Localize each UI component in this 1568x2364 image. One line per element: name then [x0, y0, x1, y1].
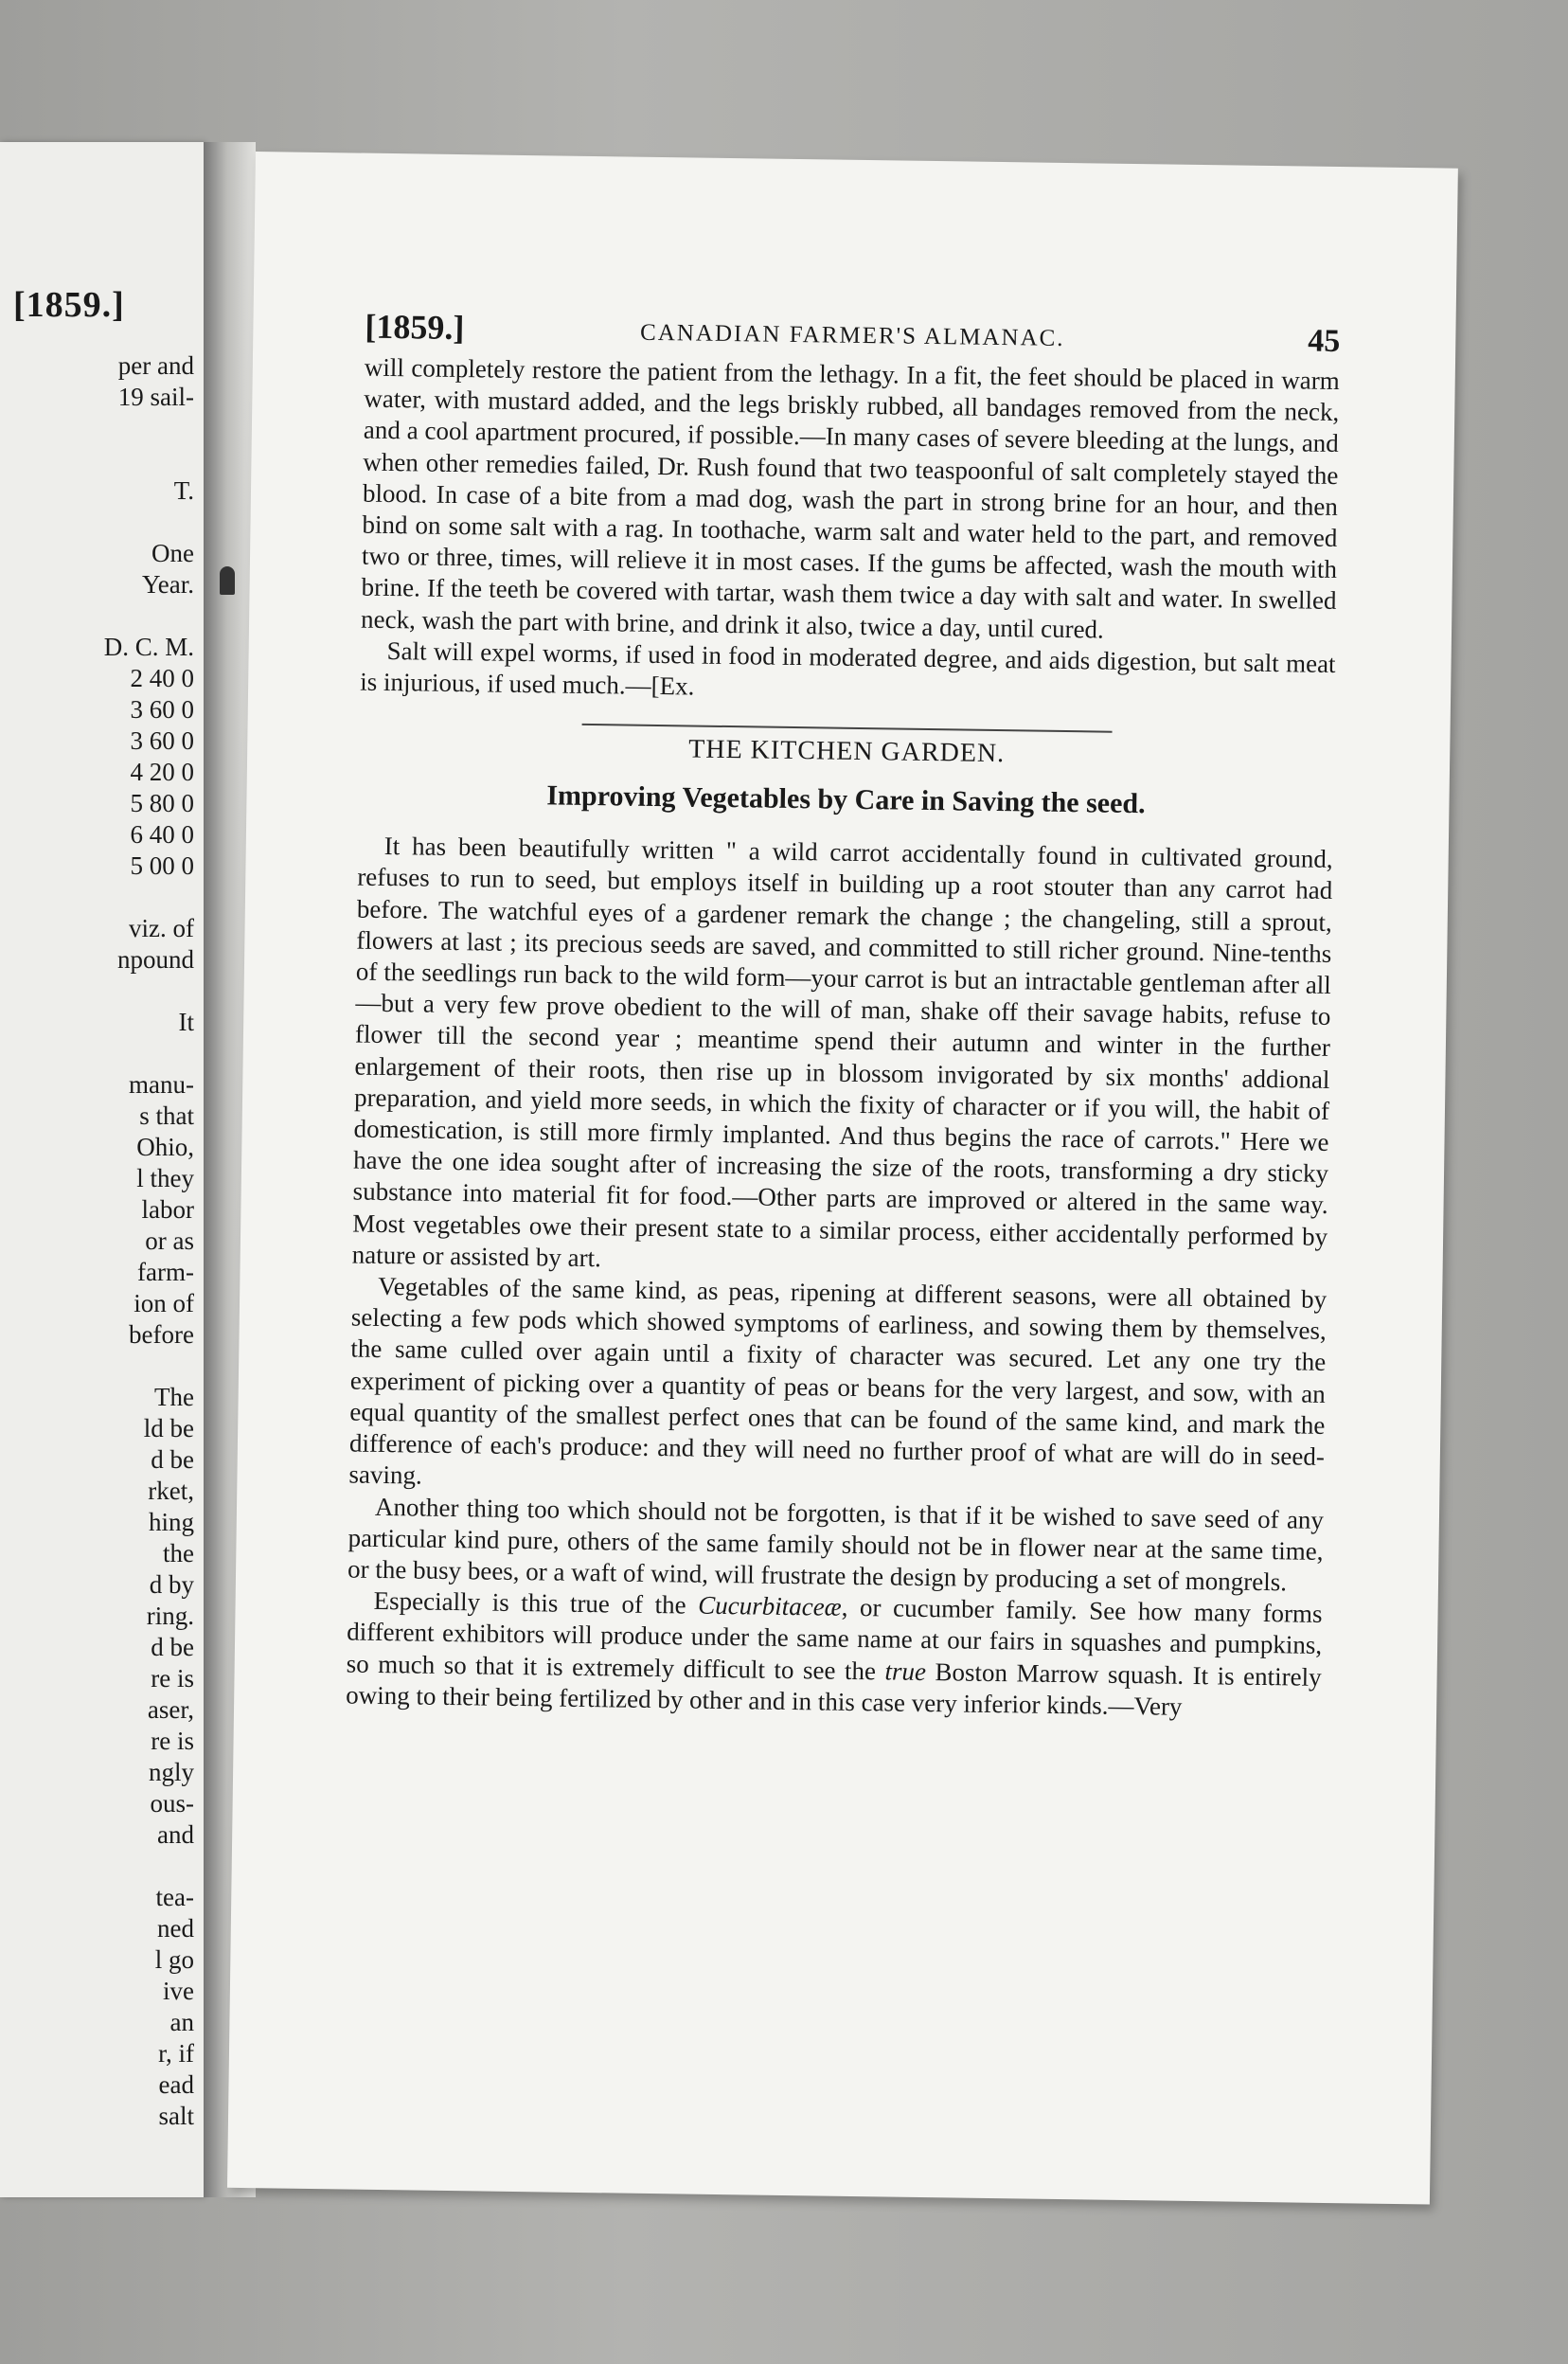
left-page-line: ead — [158, 2070, 194, 2099]
left-page-line: viz. of — [129, 914, 194, 942]
page-content — [346, 307, 1341, 1725]
left-page-line: 2 40 0 — [130, 664, 194, 692]
left-page-line: 3 60 0 — [130, 695, 194, 724]
left-page-line — [0, 1038, 194, 1069]
left-page-line: r, if — [158, 2039, 194, 2068]
left-page-text-fragments — [0, 350, 194, 2132]
body-paragraph: It has been beautifully written " a wild carrot accidentally found in cultivated ground, refuses to run to seed, but employs itself in building up a root stouter than any carrot had before. The watchful eyes of a gardener remark the change ; the changeling, still a sprout, flowers at last ; its precious seeds are saved, and committed to still richer ground. Nine-tenths of the seedlings run back to the wild form—your carrot is but an intractable gentleman after all—but a very few prove obedient to the will of man, shake off their savage habits, refuse to flower till the second year ; meantime spend their autumn and winter in the further enlargement of their roots, then rise up in blossom invigorated by six months' addional preparation, and yield more seeds, in which the fixity of character or if you will, the habit of domestication, is still more firmly implanted. And thus begins the race of carrots." Here we have the one idea sought after of increasing the size of the roots, transforming a dry sticky substance into material fit for food.—Other parts are improved or altered in the same way. Most vegetables owe their present state to a similar process, either accidentally performed by nature or assisted by art. — [351, 832, 1333, 1273]
left-page-line: tea- — [155, 1883, 194, 1911]
left-page-line: ring. — [146, 1602, 194, 1630]
left-page-line: hing — [148, 1508, 194, 1536]
left-page-line: 3 60 0 — [130, 726, 194, 755]
body-paragraph: Another thing too which should not be forgotten, is that if it be wished to save seed of any particular kind pure, others of the same family should not be in flower near at the same time, or the busy bees, or a waft of wind, will frustrate the design by producing a set of mongrels. — [347, 1492, 1325, 1597]
left-page-line: or as — [145, 1227, 194, 1255]
body-paragraph: Vegetables of the same kind, as peas, ripening at different seasons, were all obtained by selecting a few pods which showed symptoms of earliness, and sowing them by themselves, the same culled over again until a fixity of character was secured. Let any one try the experiment of picking over a quantity of peas or beans for the very largest, and sow, with an equal quantity of the smallest perfect ones that can be found of the same kind, and mark the difference of each's produce: and they will need no further proof of what are will do in seed-saving. — [348, 1272, 1327, 1490]
left-page-line: ive — [163, 1977, 194, 2005]
left-page-line: 6 40 0 — [130, 820, 194, 849]
left-page-line — [0, 1351, 194, 1382]
left-page-line: l go — [154, 1945, 194, 1974]
left-page-line: ned — [157, 1914, 194, 1943]
left-page-line: ld be — [143, 1414, 194, 1442]
left-page-line: 5 80 0 — [130, 789, 194, 817]
page-marker — [220, 566, 235, 595]
family-name: Cucurbitaceæ — [698, 1590, 842, 1621]
left-page-line: re is — [151, 1664, 194, 1692]
left-page-line — [0, 444, 194, 475]
left-page-line — [0, 1851, 194, 1882]
intro-paragraph: Salt will expel worms, if used in food in moderated degree, and aids digestion, but salt meat is injurious, if used much.—[Ex. — [359, 636, 1336, 701]
left-page — [0, 142, 204, 2197]
left-page-line: ion of — [134, 1289, 194, 1317]
left-page-line: 19 sail- — [117, 383, 194, 411]
left-page-line: npound — [117, 945, 194, 974]
left-page-line: It — [178, 1008, 194, 1036]
left-page-line: s that — [139, 1101, 194, 1130]
left-page-line — [0, 976, 194, 1007]
body-paragraph-cucurbitaceae — [346, 1585, 1323, 1725]
left-page-line: ngly — [148, 1758, 194, 1786]
left-page-line: ous- — [150, 1789, 194, 1818]
left-page-line: d be — [151, 1633, 194, 1661]
left-page-line: labor — [141, 1195, 194, 1224]
left-page-line — [0, 882, 194, 913]
left-page-line — [0, 507, 194, 538]
left-page-line: before — [129, 1320, 194, 1349]
left-page-line: salt — [158, 2102, 194, 2130]
text-run: , or cucumber family. See how many forms different exhibitors will produce under the same name at our fairs in squashes and pumpkins, so much so that it is extremely difficult to see the — [346, 1592, 1323, 1685]
text-run: Especially is this true of the — [373, 1586, 699, 1620]
left-page-line: l they — [136, 1164, 194, 1192]
left-page-line: One — [151, 539, 194, 567]
left-page-line: the — [163, 1539, 194, 1567]
left-page-line: 4 20 0 — [130, 758, 194, 786]
left-page-line: d by — [149, 1570, 194, 1599]
left-page-line: Ohio, — [136, 1133, 194, 1161]
page-number: 45 — [1308, 323, 1341, 360]
left-page-line: d be — [151, 1445, 194, 1474]
left-page-line — [0, 413, 194, 444]
header-title: CANADIAN FARMER'S ALMANAC. — [639, 319, 1065, 351]
main-page — [227, 152, 1458, 2205]
emphasis-word: true — [884, 1656, 927, 1686]
section-title: THE KITCHEN GARDEN. — [581, 724, 1113, 771]
left-page-line: farm- — [137, 1258, 194, 1286]
left-page-line: aser, — [147, 1695, 194, 1724]
left-page-line: an — [169, 2008, 194, 2036]
left-page-line — [0, 600, 194, 632]
text-run: Boston Marrow squash. It is entirely owing to their being fertilized by other and in this case very inferior kinds.—Very — [346, 1657, 1322, 1721]
left-page-line: rket, — [148, 1477, 194, 1505]
left-page-line: 5 00 0 — [130, 851, 194, 880]
left-page-line: and — [157, 1820, 194, 1849]
left-page-header: [1859.] — [13, 285, 125, 325]
header-year: [1859.] — [365, 307, 465, 348]
left-page-line: manu- — [129, 1070, 194, 1099]
section-subtitle: Improving Vegetables by Care in Saving the seed. — [546, 779, 1146, 820]
left-page-line: D. C. M. — [103, 633, 194, 661]
left-page-line: T. — [173, 476, 194, 505]
left-page-line: per and — [117, 351, 194, 380]
intro-paragraph: will completely restore the patient from the lethagy. In a fit, the feet should be placed in warm water, with mustard added, and the legs briskly rubbed, all bandages removed from the neck, and a cool apartment procured, if possible.—In many cases of severe bleeding at the lungs, and when other remedies failed, Dr. Rush found that two teaspoonful of salt completely stayed the blood. In case of a bite from a mad dog, wash the part in strong brine for an hour, and then bind on some salt with a rag. In toothache, warm salt and water held to the part, and removed two or three, times, will relieve it in most cases. If the gums be affected, wash the mouth with brine. If the teeth be covered with tartar, wash them twice a day with salt and water. In swelled neck, wash the part with brine, and drink it also, twice a day, until cured. — [360, 352, 1340, 644]
left-page-line: Year. — [141, 570, 194, 599]
left-page-line: re is — [151, 1727, 194, 1755]
left-page-line: The — [154, 1383, 194, 1411]
